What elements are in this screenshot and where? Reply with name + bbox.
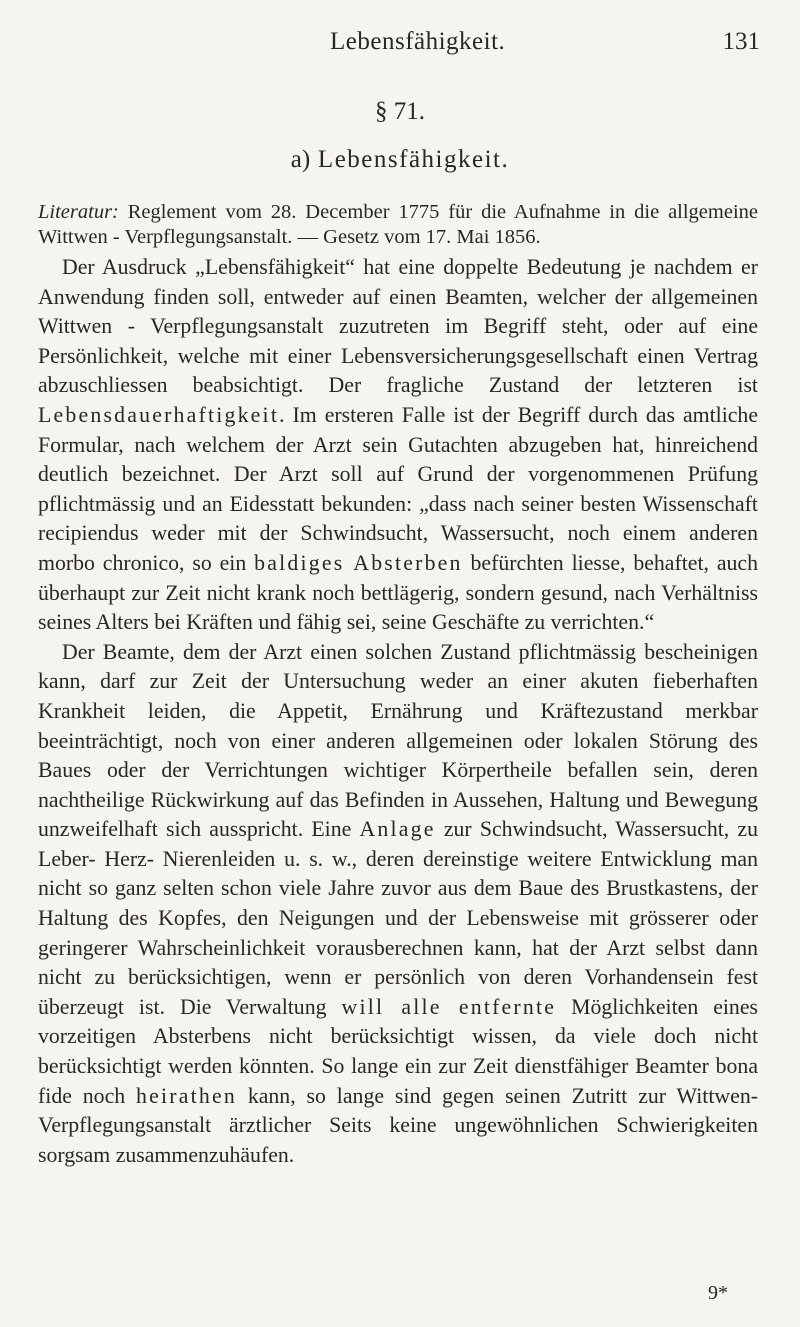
paragraph-2-text-a: Der Beamte, dem der Arzt einen solchen Zustand pflichtmässig bescheinigen kann, darf zur Zeit der Untersuchung weder an einer akuten fieberhaften Krankheit leiden, die Appetit, Ernährung und Kräftezustand merkbar beeinträchtigt, noch von einer anderen allgemeinen oder lokalen Störung des Baues oder der Verrichtungen wichtiger Körpertheile befallen sein, deren nachtheilige Rückwirkung auf das Befinden in Aussehen, Haltung und Bewegung unzweifelhaft sich ausspricht. Eine xyxy=(38,639,758,842)
paragraph-2-text-d: kann, so lange sind gegen seinen Zutritt zur Wittwen-Verpflegungsanstalt ärztlicher Seits keine ungewöhnlichen Schwierigkeiten sorgsam zusammenzuhäufen. xyxy=(38,1083,758,1167)
literature-text: Reglement vom 28. December 1775 für die Aufnahme in die allgemeine Wittwen - Verpflegungsanstalt. — Gesetz vom 17. Mai 1856. xyxy=(38,201,758,248)
paragraph-1-text-b: . Im ersteren Falle ist der Begriff durch das amtliche Formular, nach welchem der Arzt sein Gutachten abzugeben hat, hinreichend deutlich bezeichnet. Der Arzt soll auf Grund der vorgenommenen Prüfung pflichtmässig und an Eidesstatt bekunden: „dass nach seiner besten Wissenschaft recipiendus weder mit der Schwindsucht, Wassersucht, noch einem anderen morbo chronico, so ein xyxy=(38,402,758,575)
literature-label: Literatur: xyxy=(38,201,119,223)
section-marker: a) xyxy=(290,146,311,173)
literature-note xyxy=(38,200,758,249)
paragraph-1-text-c: befürchten liesse, behaftet, auch überhaupt zur Zeit nicht krank noch bettlägerig, sondern gesund, nach Verhältniss seines Alters bei Kräften und fähig sei, seine Geschäfte zu verrichten.“ xyxy=(38,550,758,635)
body-text xyxy=(38,200,758,1170)
paragraph-2-text-b: zur Schwindsucht, Wassersucht, zu Leber- Herz- Nierenleiden u. s. w., deren dereinstige weitere Entwicklung man nicht so ganz selten schon viele Jahre zuvor aus dem Baue des Brustkastens, der Haltung des Kopfes, den Neigungen und der Lebensweise mit grösserer oder geringerer Wahrscheinlichkeit vorausberechnen kann, hat der Arzt selbst dann nicht zu berücksichtigen, wenn er persönlich von deren Vorhandensein fest überzeugt ist. Die Verwaltung xyxy=(38,817,759,1019)
signature-mark: 9* xyxy=(708,1282,728,1304)
paragraph-2-text-c: Möglichkeiten eines vorzeitigen Absterbens nicht berücksichtigt wissen, da viele doch nicht berücksichtigt werden könnten. So lange ein zur Zeit dienstfähiger Beamter bona fide noch xyxy=(38,994,758,1108)
running-head xyxy=(0,28,800,68)
emphasis-anlage: Anlage xyxy=(359,817,436,842)
page-number: 131 xyxy=(722,28,760,55)
emphasis-baldiges-absterben: baldiges Absterben xyxy=(254,550,463,575)
running-title: Lebensfähigkeit. xyxy=(330,28,506,55)
paragraph-1 xyxy=(38,253,758,638)
section-title-text: Lebensfähigkeit. xyxy=(317,146,510,173)
emphasis-lebensdauerhaftigkeit: Lebensdauerhaftigkeit xyxy=(38,402,280,427)
section-number: § 71. xyxy=(375,98,425,125)
emphasis-will-alle-entfernte: will alle entfernte xyxy=(341,994,557,1019)
paragraph-1-text-a: Der Ausdruck „Lebensfähigkeit“ hat eine doppelte Bedeutung je nachdem er Anwendung finden soll, entweder auf einen Beamten, welcher der allgemeinen Wittwen - Verpflegungsanstalt zuzutreten im Begriff steht, oder auf eine Persönlichkeit, welche mit einer Lebensversicherungsgesellschaft einen Vertrag abzuschliessen beabsichtigt. Der fragliche Zustand der letzteren ist xyxy=(38,255,758,398)
paragraph-2 xyxy=(38,638,758,1171)
emphasis-heirathen: heirathen xyxy=(136,1083,237,1108)
section-title xyxy=(0,146,800,174)
